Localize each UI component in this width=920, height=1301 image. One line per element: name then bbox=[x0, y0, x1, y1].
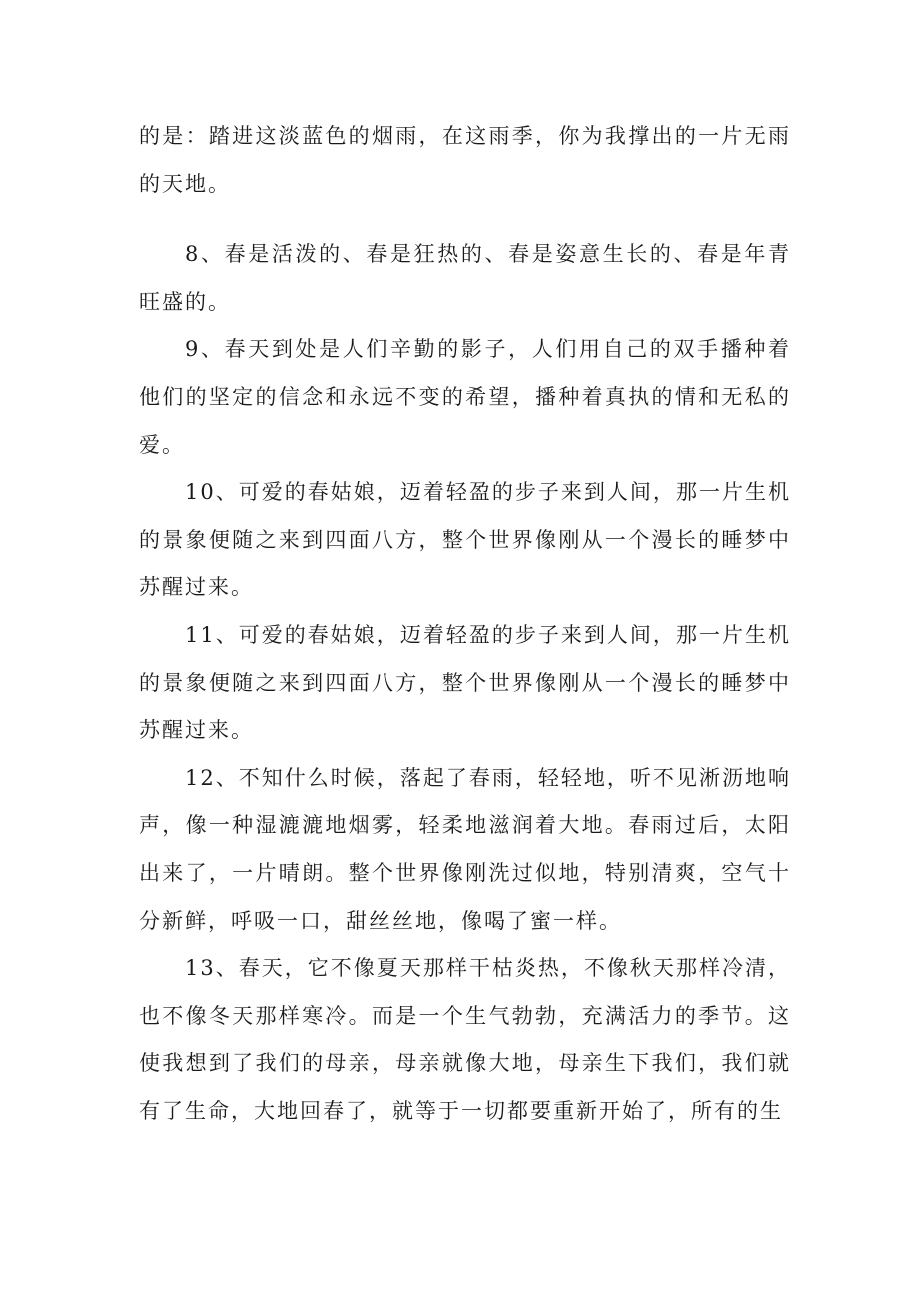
paragraph-13: 13、春天，它不像夏天那样干枯炎热，不像秋天那样冷清，也不像冬天那样寒冷。而是一个生气勃勃，充满活力的季节。这使我想到了我们的母亲，母亲就像大地，母亲生下我们，我们就有了生命，大地回春了，就等于一切都要重新开始了，所有的生 bbox=[139, 956, 791, 1123]
paragraph-continuation: 的是：踏进这淡蓝色的烟雨，在这雨季，你为我撑出的一片无雨的天地。 bbox=[139, 124, 791, 196]
paragraph-10: 10、可爱的春姑娘，迈着轻盈的步子来到人间，那一片生机的景象便随之来到四面八方，整个世界像刚从一个漫长的睡梦中苏醒过来。 bbox=[139, 480, 791, 600]
paragraph-9: 9、春天到处是人们辛勤的影子，人们用自己的双手播种着他们的坚定的信念和永远不变的希望，播种着真执的情和无私的爱。 bbox=[139, 337, 791, 457]
document-body bbox=[139, 113, 791, 1135]
paragraph-8: 8、春是活泼的、春是狂热的、春是姿意生长的、春是年青旺盛的。 bbox=[139, 242, 791, 314]
paragraph-11: 11、可爱的春姑娘，迈着轻盈的步子来到人间，那一片生机的景象便随之来到四面八方，整个世界像刚从一个漫长的睡梦中苏醒过来。 bbox=[139, 622, 791, 743]
paragraph-12: 12、不知什么时候，落起了春雨，轻轻地，听不见淅沥地响声，像一种湿漉漉地烟雾，轻柔地滋润着大地。春雨过后，太阳出来了，一片晴朗。整个世界像刚洗过似地，特别清爽，空气十分新鲜，呼吸一口，甜丝丝地，像喝了蜜一样。 bbox=[139, 765, 791, 933]
paragraph-gap bbox=[139, 208, 791, 231]
